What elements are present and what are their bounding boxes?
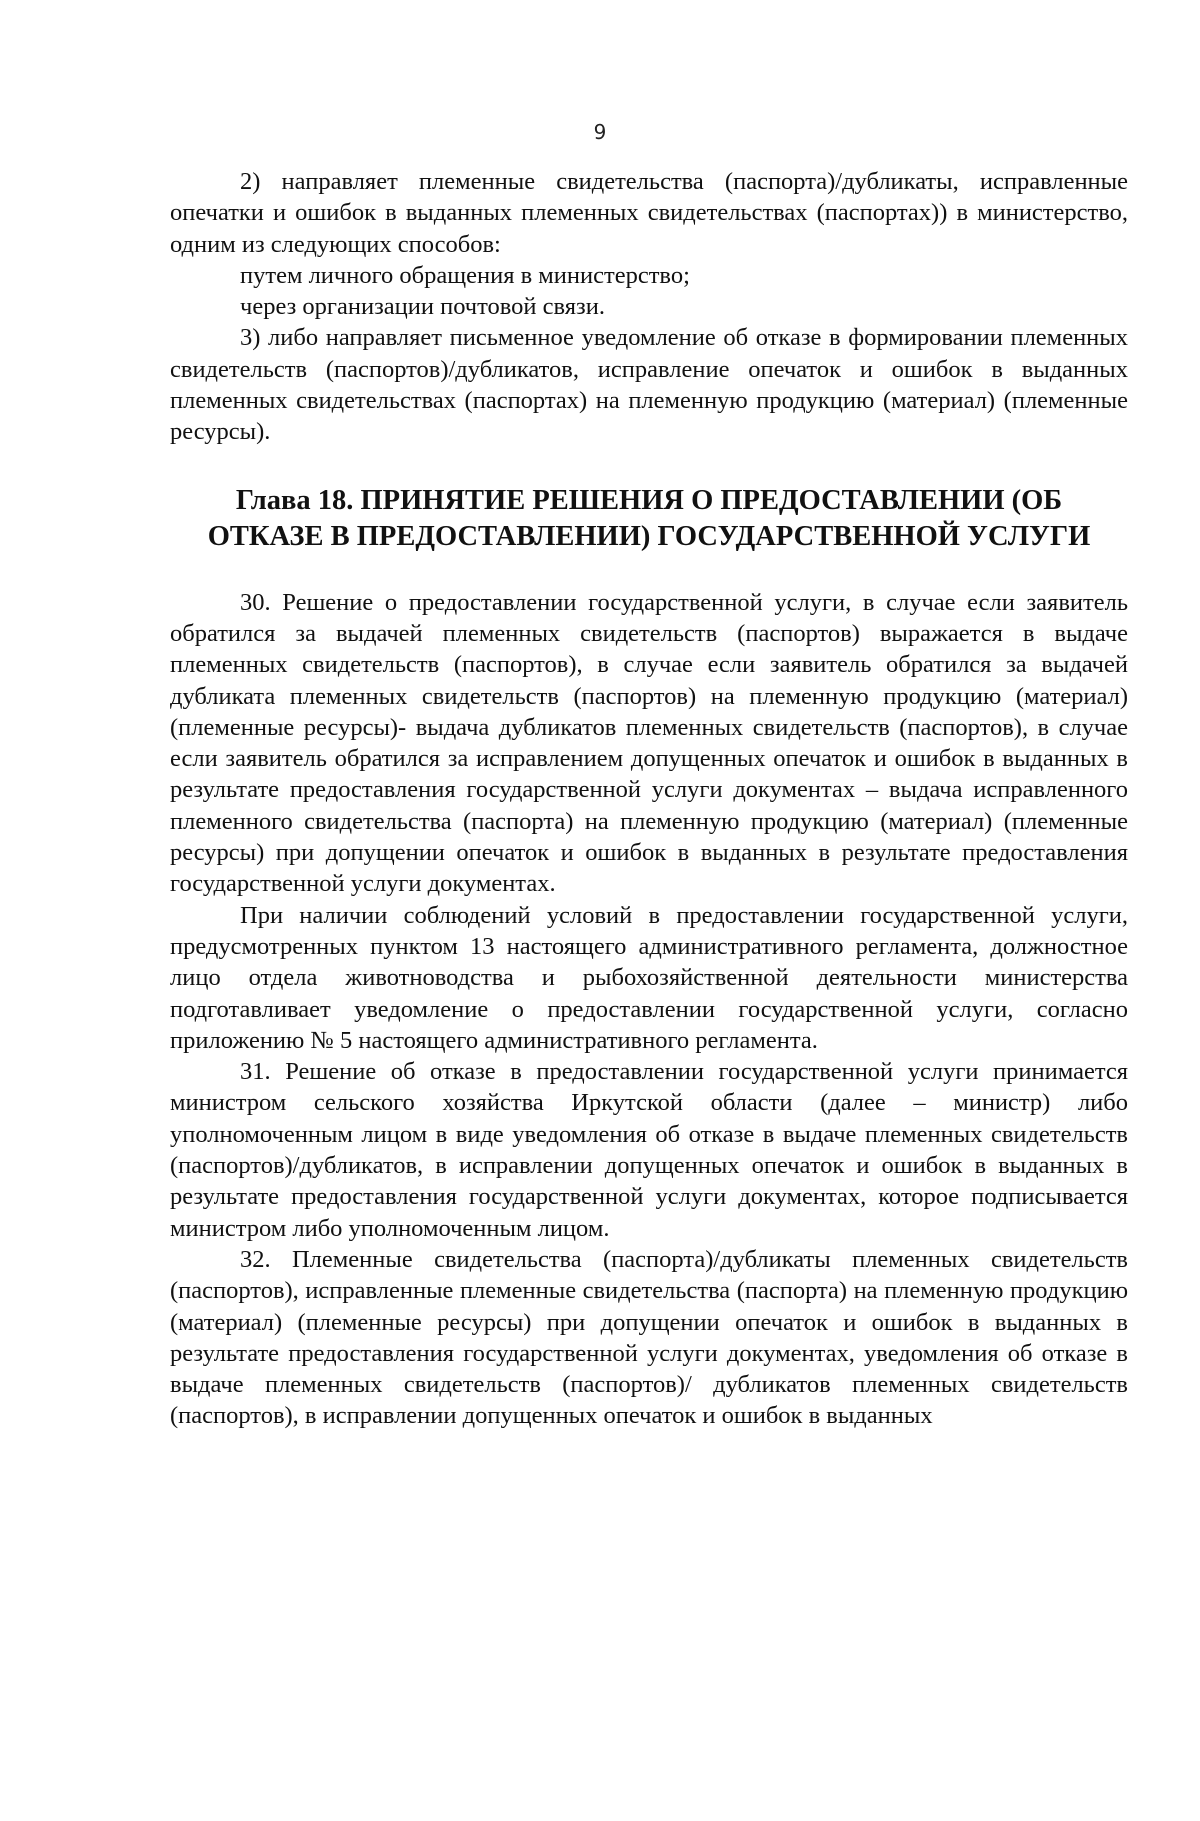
- page-number: 9: [593, 120, 607, 144]
- paragraph-item-2: 2) направляет племенные свидетельства (паспорта)/дубликаты, исправленные опечатки и ошибок в выданных племенных свидетельствах (паспортах)) в министерство, одним из следующих способов:: [170, 168, 1128, 258]
- paragraph-item-30-continued: При наличии соблюдений условий в предоставлении государственной услуги, предусмотренных пунктом 13 настоящего административного регламента, должностное лицо отдела животноводства и рыбохозяйственной деятельности министерства подготавливает уведомление о предоставлении государственной услуги, согласно приложению № 5 настоящего административного регламента.: [170, 901, 1128, 1054]
- paragraph-item-31: 31. Решение об отказе в предоставлении государственной услуги принимается министром сельского хозяйства Иркутской области (далее – министр) либо уполномоченным лицом в виде уведомления об отказе в выдаче племенных свидетельств (паспортов)/дубликатов, в исправлении допущенных опечаток и ошибок в выданных в результате предоставления государственной услуги документах, которое подписывается министром либо уполномоченным лицом.: [170, 1058, 1128, 1242]
- chapter-heading: [170, 483, 1128, 555]
- paragraph-item-3: 3) либо направляет письменное уведомление об отказе в формировании племенных свидетельств (паспортов)/дубликатов, исправление опечаток и ошибок в выданных племенных свидетельствах (паспортах) на племенную продукцию (материал) (племенные ресурсы).: [170, 324, 1128, 446]
- chapter-heading-line-2: ОТКАЗЕ В ПРЕДОСТАВЛЕНИИ) ГОСУДАРСТВЕННОЙ УСЛУГИ: [207, 520, 1091, 552]
- paragraph-method-post: через организации почтовой связи.: [240, 293, 605, 321]
- paragraph-method-personal: путем личного обращения в министерство;: [240, 261, 690, 289]
- document-body: [170, 166, 1128, 1432]
- paragraph-item-32: 32. Племенные свидетельства (паспорта)/дубликаты племенных свидетельств (паспортов), исправленные племенные свидетельства (паспорта) на племенную продукцию (материал) (племенные ресурсы) при допущении опечаток и ошибок в выданных в результате предоставления государственной услуги документах, уведомления об отказе в выдаче племенных свидетельств (паспортов)/ дубликатов племенных свидетельств (паспортов), в исправлении допущенных опечаток и ошибок в выданных: [170, 1245, 1128, 1430]
- chapter-heading-line-1: Глава 18. ПРИНЯТИЕ РЕШЕНИЯ О ПРЕДОСТАВЛЕНИИ (ОБ: [235, 484, 1063, 516]
- paragraph-item-30: 30. Решение о предоставлении государственной услуги, в случае если заявитель обратился за выдачей племенных свидетельств (паспортов) выражается в выдаче племенных свидетельств (паспортов), в случае если заявитель обратился за выдачей дубликата племенных свидетельств (паспортов) на племенную продукцию (материал) (племенные ресурсы)- выдача дубликатов племенных свидетельств (паспортов), в случае если заявитель обратился за исправлением допущенных опечаток и ошибок в выданных в результате предоставления государственной услуги документах – выдача исправленного племенного свидетельства (паспорта) на племенную продукцию (материал) (племенные ресурсы) при допущении опечаток и ошибок в выданных в результате предоставления государственной услуги документах.: [170, 588, 1128, 898]
